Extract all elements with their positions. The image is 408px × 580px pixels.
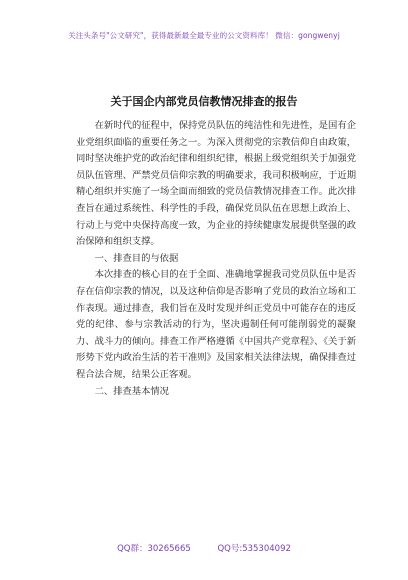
footer-qq-group: QQ群：30265665 [117, 544, 191, 554]
section-heading-1: 一、排查目的与依据 [94, 252, 179, 264]
header-promo-note: 关注头条号"公文研究"，获得最新最全最专业的公文资料库！ 微信：gongwenyj [68, 31, 340, 40]
section-heading-2: 二、排查基本情况 [94, 385, 169, 397]
footer-qq-number: QQ号:535304092 [217, 544, 291, 554]
paragraph-intro: 在新时代的征程中，保持党员队伍的纯洁性和先进性，是国有企业党组织面临的重要任务之一。为深入贯彻党的宗教信仰自由政策，同时坚决维护党的政治纪律和组织纪律，根据上级党组织关于加强党员队伍管理、严禁党员信仰宗教的明确要求，我司积极响应，于近期精心组织并实施了一场全面而细致的党员信教情况排查工作。此次排查旨在通过系统性、科学性的手段，确保党员队伍在思想上政治上、行动上与党中央保持高度一致，为企业的持续健康发展提供坚强的政治保障和组织支撑。 [76, 120, 356, 248]
document-title: 关于国企内部党员信教情况排查的报告 [110, 95, 298, 108]
footer-contact [0, 542, 408, 554]
document-body [76, 118, 356, 400]
paragraph-purpose: 本次排查的核心目的在于全面、准确地掌握我司党员队伍中是否存在信仰宗教的情况，以及这种信仰是否影响了党员的政治立场和工作表现。通过排查，我们旨在及时发现并纠正党员中可能存在的违反党的纪律、参与宗教活动的行为，坚决遏制任何可能削弱党的凝聚力、战斗力的倾向。排查工作严格遵循《中国共产党章程》、《关于新形势下党内政治生活的若干准则》及国家相关法律法规，确保排查过程合法合规，结果公正客观。 [76, 269, 356, 380]
